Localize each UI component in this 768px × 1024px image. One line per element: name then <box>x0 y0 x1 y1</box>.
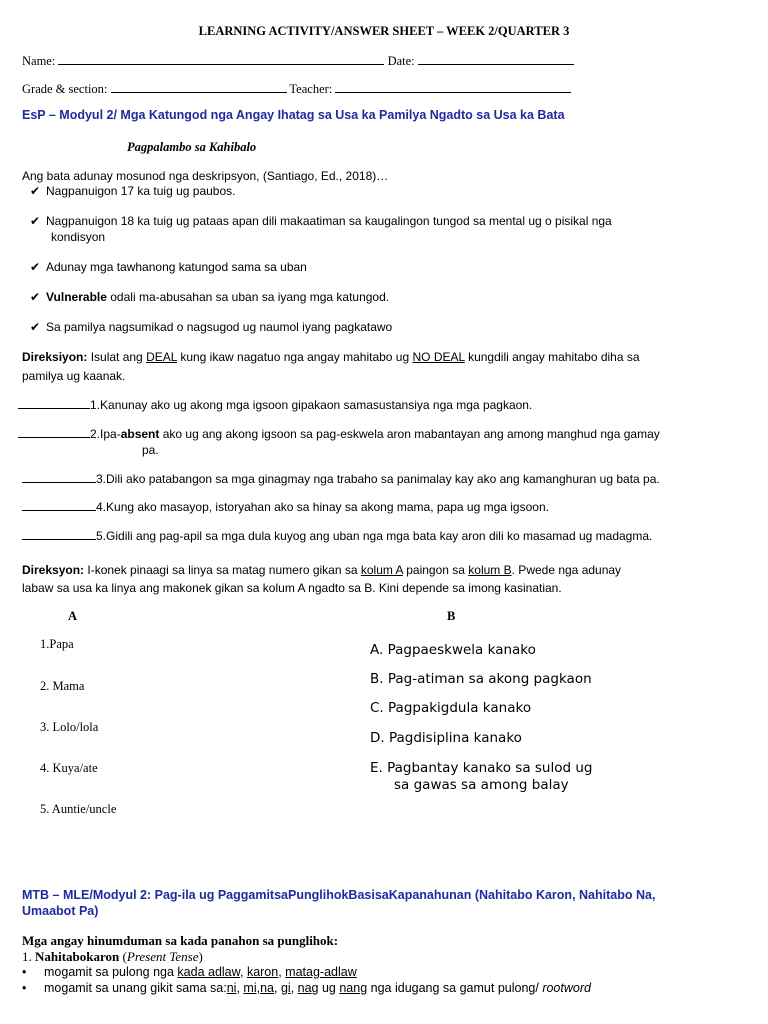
column-b-item: A. Pagpaeskwela kanako <box>370 642 536 658</box>
answer-blank[interactable] <box>22 470 96 483</box>
column-b-item: D. Pagdisiplina kanako <box>370 730 522 746</box>
direction-2: Direksyon: I-konek pinaagi sa linya sa matag numero gikan sa kolum A paingon sa kolum B. Pwede nga adunay <box>22 563 622 577</box>
column-a-item: 1.Papa <box>40 637 74 651</box>
column-b-header: B <box>447 609 456 623</box>
name-row <box>22 52 574 69</box>
direction-1: Direksiyon: Isulat ang DEAL kung ikaw nagatuo nga angay mahitabo ug NO DEAL kungdili angay mahitabo diha sa <box>22 350 640 364</box>
mtb-bullet: • mogamit sa unang gikit sama sa:ni, mi,na, gi, nag ug nang nga idugang sa gamut pulong/ rootword <box>22 981 591 995</box>
column-a-item: 5. Auntie/uncle <box>40 802 117 816</box>
date-field[interactable] <box>418 52 574 65</box>
deal-item: 5.Gidili ang pag-apil sa mga dula kuyog ang uban nga mga bata kay aron dili ko masamad ug madagma. <box>22 527 652 543</box>
answer-blank[interactable] <box>18 396 90 409</box>
bullet-item: ✔ Adunay mga tawhanong katungod sama sa uban <box>30 260 307 274</box>
checkmark-icon: ✔ <box>30 290 41 304</box>
deal-item: 3.Dili ako patabangon sa mga ginagmay nga trabaho sa panimalay kay ako ang kamanghuran ug bata pa. <box>22 470 660 486</box>
column-a-item: 2. Mama <box>40 679 85 693</box>
mtb-heading: MTB – MLE/Modyul 2: Pag-ila ug PaggamitsaPunglihokBasisaKapanahunan (Nahitabo Karon, Nahitabo Na, <box>22 888 656 902</box>
teacher-label: Teacher: <box>289 82 333 96</box>
direction-2-cont: labaw sa usa ka linya ang makonek gikan sa kolum A ngadto sa B. Kini depende sa imong kasinatian. <box>22 581 562 595</box>
column-b-item: C. Pagpakigdula kanako <box>370 700 532 716</box>
answer-blank[interactable] <box>22 527 96 540</box>
deal-item: 2.Ipa-absent ako ug ang akong igsoon sa pag-eskwela aron mabantayan ang among manghud nga gamay <box>18 425 660 441</box>
answer-blank[interactable] <box>18 425 90 438</box>
page-title: LEARNING ACTIVITY/ANSWER SHEET – WEEK 2/QUARTER 3 <box>198 24 570 38</box>
direction-1-cont: pamilya ug kaanak. <box>22 369 126 383</box>
column-b-item: B. Pag-atiman sa akong pagkaon <box>370 671 592 687</box>
bullet-item: ✔ Vulnerable odali ma-abusahan sa uban sa iyang mga katungod. <box>30 290 390 304</box>
deal-item-cont: pa. <box>142 443 159 457</box>
bullet-item: ✔ Nagpanuigon 17 ka tuig ug paubos. <box>30 184 236 198</box>
esp-subheading: Pagpalambo sa Kahibalo <box>127 140 257 154</box>
grade-field[interactable] <box>111 80 287 93</box>
column-b-item-cont: sa gawas sa among balay <box>394 777 569 793</box>
name-field[interactable] <box>58 52 384 65</box>
bullet-dot-icon: • <box>22 981 27 995</box>
grade-row <box>22 80 571 97</box>
bullet-item: ✔ Nagpanuigon 18 ka tuig ug pataas apan dili makaatiman sa kaugalingon tungod sa mental ug o pisikal nga <box>30 214 612 228</box>
mtb-remember: Mga angay hinumduman sa kada panahon sa punglihok: <box>22 933 339 948</box>
date-label: Date: <box>387 54 415 68</box>
esp-intro: Ang bata adunay mosunod nga deskripsyon, (Santiago, Ed., 2018)… <box>22 169 389 183</box>
name-label: Name: <box>22 54 56 68</box>
checkmark-icon: ✔ <box>30 184 41 198</box>
teacher-field[interactable] <box>335 80 571 93</box>
checkmark-icon: ✔ <box>30 260 41 274</box>
checkmark-icon: ✔ <box>30 320 41 334</box>
column-b-item: E. Pagbantay kanako sa sulod ug <box>370 760 593 776</box>
column-a-item: 3. Lolo/lola <box>40 720 99 734</box>
column-a-header: A <box>68 609 78 623</box>
esp-heading: EsP – Modyul 2/ Mga Katungod nga Angay Ihatag sa Usa ka Pamilya Ngadto sa Usa ka Bata <box>22 108 565 122</box>
mtb-heading-cont: Umaabot Pa) <box>22 904 99 918</box>
mtb-bullet: • mogamit sa pulong nga kada adlaw, karon, matag-adlaw <box>22 965 357 979</box>
checkmark-icon: ✔ <box>30 214 41 228</box>
deal-item: 4.Kung ako masayop, istoryahan ako sa hinay sa akong mama, papa ug mga igsoon. <box>22 498 549 514</box>
bullet-dot-icon: • <box>22 965 27 979</box>
bullet-item-cont: kondisyon <box>51 230 106 244</box>
answer-blank[interactable] <box>22 498 96 511</box>
column-a-item: 4. Kuya/ate <box>40 761 98 775</box>
grade-label: Grade & section: <box>22 82 108 96</box>
mtb-item-1: 1. Nahitabokaron (Present Tense) <box>22 949 203 964</box>
deal-item: 1.Kanunay ako ug akong mga igsoon gipakaon samasustansiya nga mga pagkaon. <box>18 396 532 412</box>
bullet-item: ✔ Sa pamilya nagsumikad o nagsugod ug naumol iyang pagkatawo <box>30 320 393 334</box>
